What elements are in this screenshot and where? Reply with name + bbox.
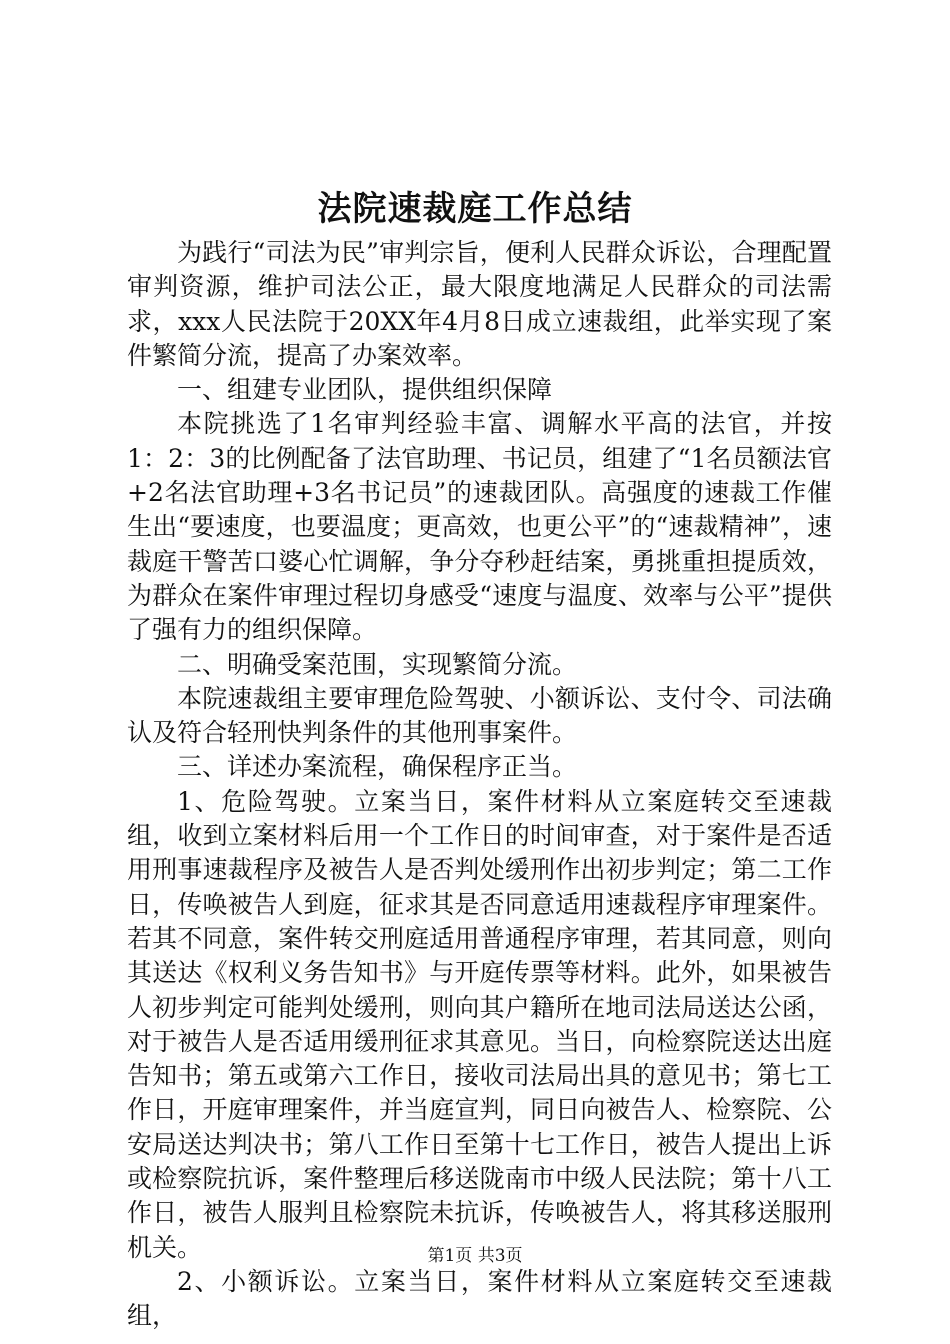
heading-section-2: 二、明确受案范围，实现繁简分流。: [177, 649, 578, 679]
paragraph-section-2: 本院速裁组主要审理危险驾驶、小额诉讼、支付令、司法确认及符合轻刑快判条件的其他刑事案件。: [127, 683, 832, 748]
paragraph-section-1: 本院挑选了1名审判经验丰富、调解水平高的法官，并按1：2：3的比例配备了法官助理、书记员，组建了“1名员额法官+2名法官助理+3名书记员”的速裁团队。高强度的速裁工作催生出“要速度，也要温度；更高效，也更公平”的“速裁精神”，速裁庭干警苦口婆心忙调解，争分夺秒赶结案，勇挑重担提质效，为群众在案件审理过程切身感受“速度与温度、效率与公平”提供了强有力的组织保障。: [127, 409, 832, 645]
page-footer: 第1页 共3页: [427, 1246, 523, 1266]
document-body: [127, 236, 832, 1334]
paragraph-intro: 为践行“司法为民”审判宗旨，便利人民群众诉讼，合理配置审判资源，维护司法公正，最大限度地满足人民群众的司法需求，xxx人民法院于20XX年4月8日成立速裁组，此举实现了案件繁简分流，提高了办案效率。: [127, 238, 832, 370]
heading-section-1: 一、组建专业团队，提供组织保障: [177, 375, 553, 405]
heading-section-3: 三、详述办案流程，确保程序正当。: [177, 752, 578, 782]
document-title: 法院速裁庭工作总结: [317, 189, 633, 229]
paragraph-small-claims: 2、小额诉讼。立案当日，案件材料从立案庭转交至速裁组，: [127, 1266, 832, 1331]
paragraph-dangerous-driving: 1、危险驾驶。立案当日，案件材料从立案庭转交至速裁组，收到立案材料后用一个工作日的时间审查，对于案件是否适用刑事速裁程序及被告人是否判处缓刑作出初步判定；第二工作日，传唤被告人到庭，征求其是否同意适用速裁程序审理案件。若其不同意，案件转交刑庭适用普通程序审理，若其同意，则向其送达《权利义务告知书》与开庭传票等材料。此外，如果被告人初步判定可能判处缓刑，则向其户籍所在地司法局送达公函，对于被告人是否适用缓刑征求其意见。当日，向检察院送达出庭告知书；第五或第六工作日，接收司法局出具的意见书；第七工作日，开庭审理案件，并当庭宣判，同日向被告人、检察院、公安局送达判决书；第八工作日至第十七工作日，被告人提出上诉或检察院抗诉，案件整理后移送陇南市中级人民法院；第十八工作日，被告人服判且检察院未抗诉，传唤被告人，将其移送服刑机关。: [127, 786, 832, 1262]
